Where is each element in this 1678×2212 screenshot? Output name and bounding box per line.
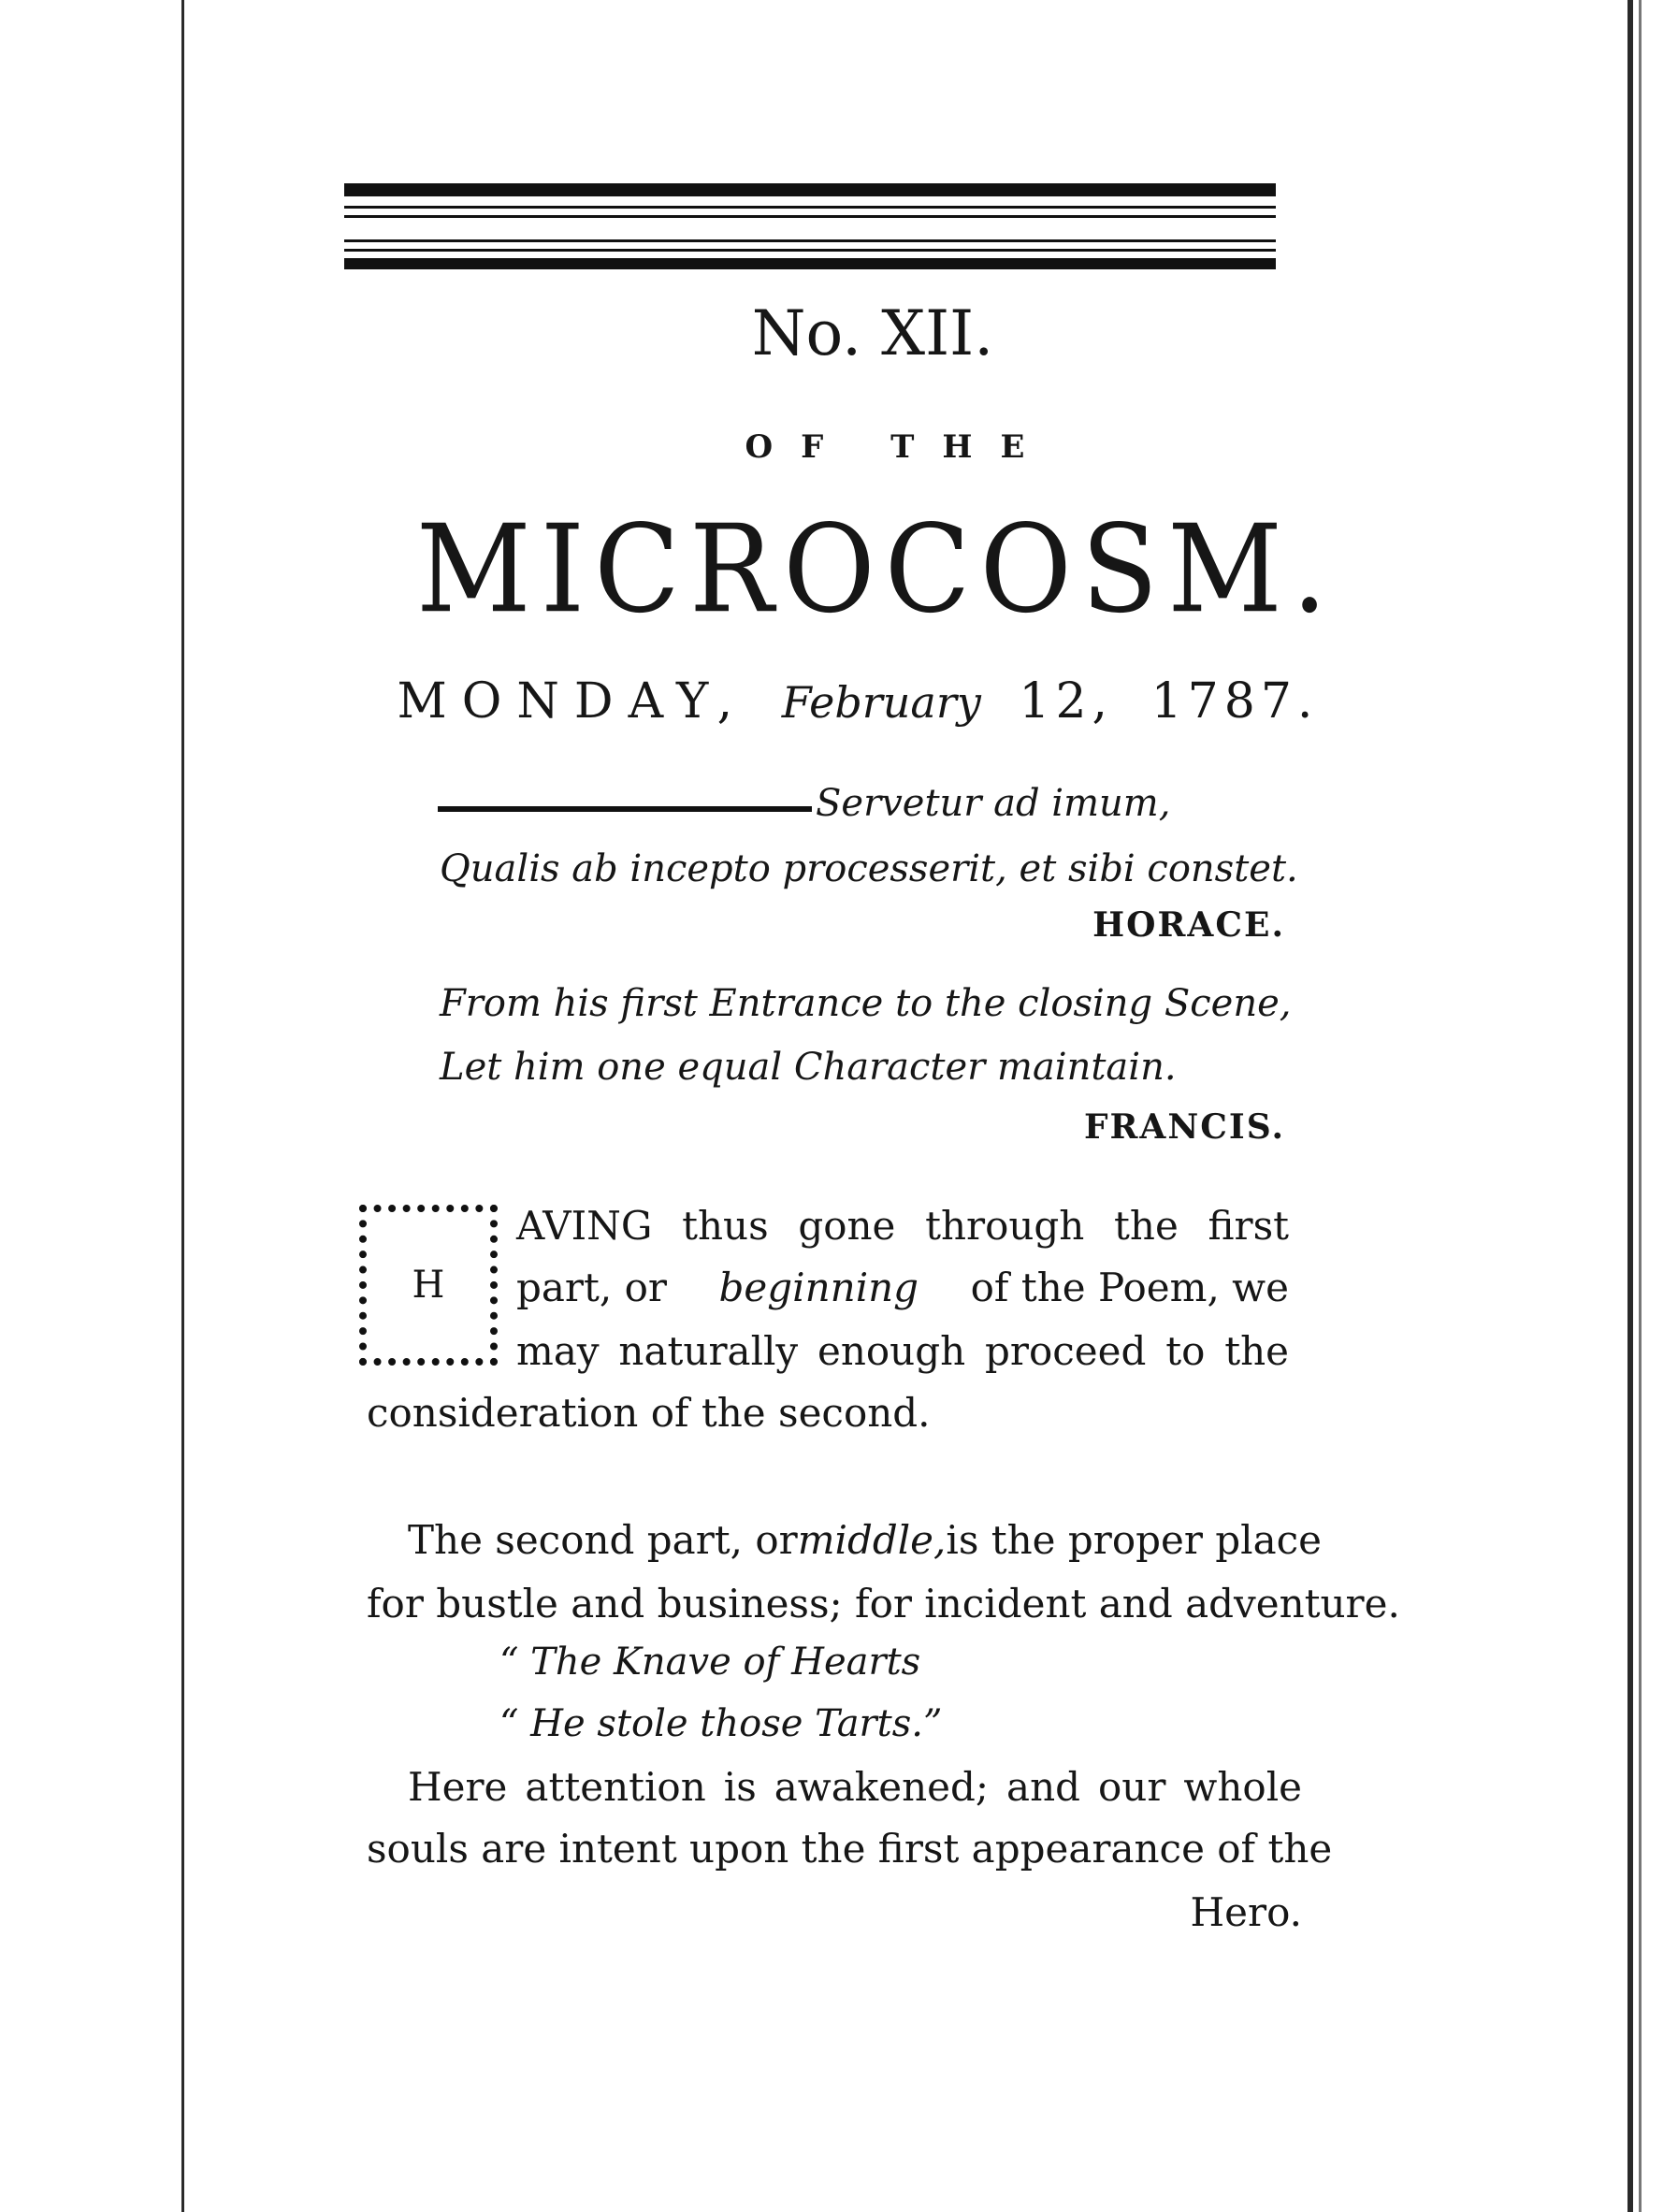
paragraph-1-line-4: consideration of the second. (367, 1390, 931, 1436)
latin-verse-line-1: Servetur ad imum, (816, 782, 1171, 825)
of-the-heading: OF THE (745, 428, 1053, 466)
latin-author: HORACE. (1092, 905, 1285, 945)
latin-verse-line-2: Qualis ab incepto processerit, et sibi constet. (440, 847, 1298, 890)
dateline (0, 673, 1678, 730)
date-year: 1787. (1150, 673, 1319, 730)
paragraph-2-line-1 (408, 1517, 1323, 1563)
paragraph-1-line-2-b: of the Poem, we (970, 1265, 1289, 1310)
paragraph-2-line-1-emphasis: middle, (797, 1517, 947, 1563)
paragraph-2-line-4: souls are intent upon the first appearance of the (367, 1826, 1333, 1872)
paragraph-1-line-2 (516, 1265, 1289, 1310)
epigraph-dash (438, 806, 812, 812)
date-day-number: 12, (1019, 673, 1114, 730)
paragraph-2-line-3: Here attention is awakened; and our whole (408, 1764, 1302, 1810)
header-rule-thick-top (344, 183, 1276, 196)
paragraph-1-line-2-emphasis: beginning (718, 1265, 919, 1310)
quote-line-1: “ The Knave of Hearts (499, 1641, 921, 1684)
english-author: FRANCIS. (1083, 1107, 1285, 1147)
paragraph-1-line-2-a: part, or (516, 1265, 667, 1310)
paragraph-2-line-1-b: is the proper place (946, 1517, 1323, 1563)
header-rule-thin-2 (344, 215, 1276, 218)
english-verse-line-1: From his first Entrance to the closing Scene, (440, 982, 1292, 1025)
header-rule-thin-4 (344, 249, 1276, 252)
quote-line-2: “ He stole those Tarts.” (499, 1702, 943, 1745)
date-day: MONDAY, (397, 673, 748, 730)
publication-title: MICROCOSM. (415, 499, 1338, 641)
paragraph-1-line-1: AVING thus gone through the first (516, 1203, 1289, 1249)
ornamental-drop-cap (359, 1205, 498, 1366)
header-rule-thin-1 (344, 206, 1276, 209)
date-month: February (781, 677, 981, 728)
header-rule-thin-3 (344, 239, 1276, 242)
drop-cap-letter: H (412, 1264, 445, 1307)
english-verse-line-2: Let him one equal Character maintain. (440, 1046, 1177, 1089)
paragraph-1-line-3: may naturally enough proceed to the (516, 1328, 1289, 1374)
issue-number: No. XII. (751, 297, 994, 369)
catchword: Hero. (1190, 1889, 1302, 1935)
paragraph-2-line-2: for bustle and business; for incident and adventure. (367, 1581, 1400, 1626)
paragraph-2-line-1-a: The second part, or (408, 1517, 798, 1563)
header-rule-thick-bottom (344, 258, 1276, 269)
